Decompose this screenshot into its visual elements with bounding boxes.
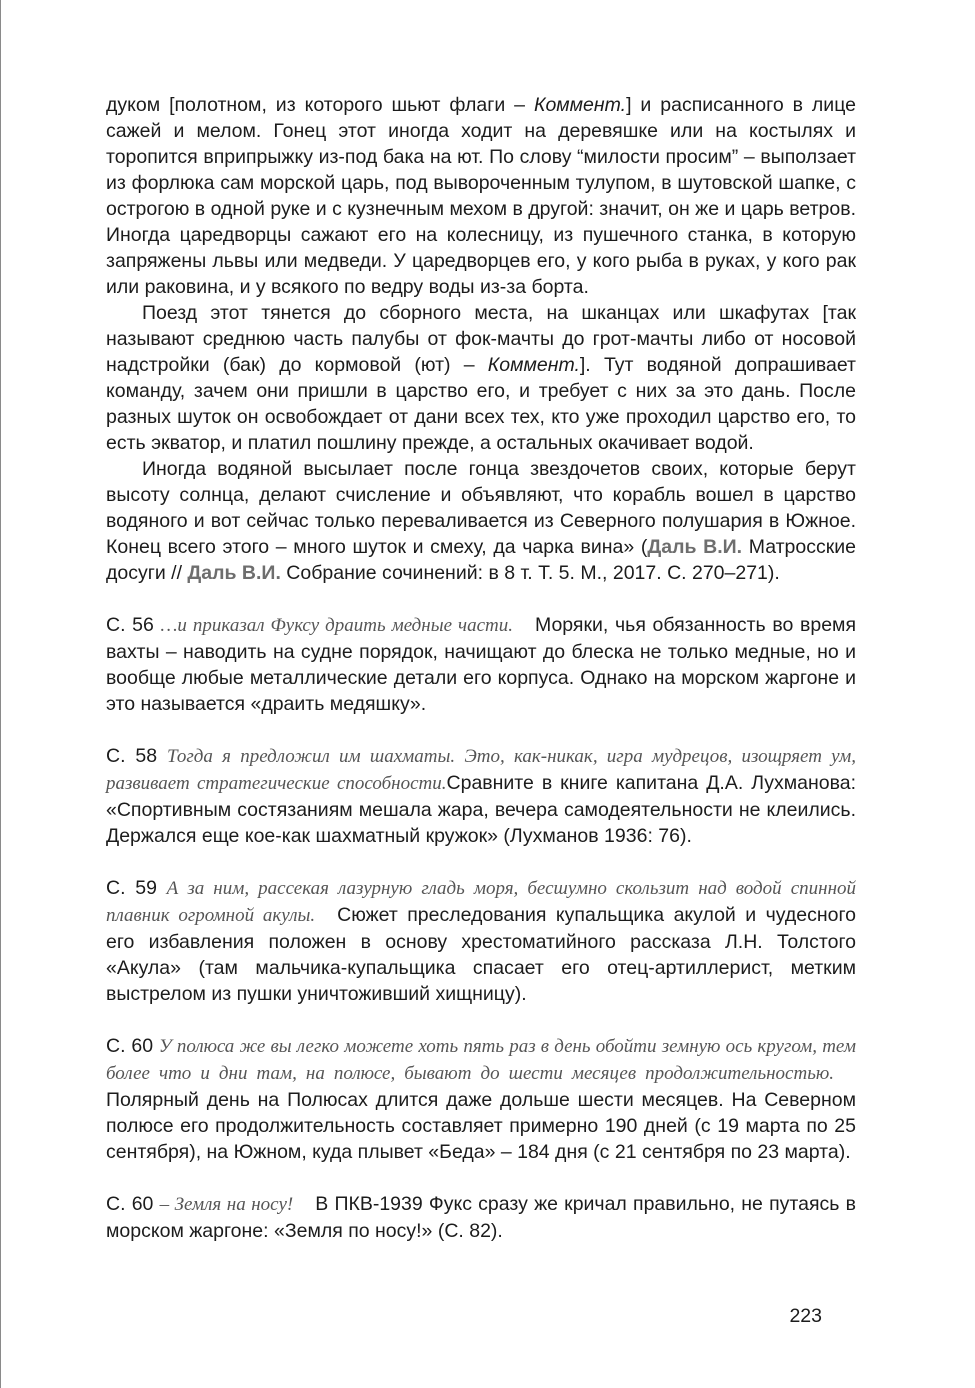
note-quote: У полюса же вы легко можете хоть пять раз в день обойти земную ось кругом, тем более что и дни там, на полюсе, бывают до шести месяцев продолжительностью.	[106, 1036, 857, 1084]
note-p60-land	[106, 1191, 856, 1244]
note-p56	[106, 612, 856, 717]
page-number: 223	[789, 1305, 822, 1327]
note-p60	[106, 1033, 856, 1165]
note-text: В ПКВ-1939 Фукс сразу же кричал правильно, не путаясь в морском жаргоне: «Земля по носу!» (С. 82).	[106, 1193, 856, 1242]
note-quote: Тогда я предложил им шахматы. Это, как-никак, игра мудрецов, изощряет ум, развивает стратегические способности.	[106, 746, 857, 794]
note-label: С. 60	[106, 1193, 154, 1215]
paragraph: дуком [полотном, из которого шьют флаги – Коммент.] и расписанного в лице сажей и мелом. Гонец этот иногда ходит на деревяшке или на костылях и торопится вприпрыжку из-под бака на ют. По слову “милости просим” – выползает из форлюка сам морской царь, под вывороченным тулупом, в шутовской шапке, с острогою в одной руке и с кузнечным мехом в другой: значит, он же и царь ветров. Иногда царедворцы сажают его на колесницу, из пушечного станка, в которую запряжены львы или медведи. У царедворцев его, у кого рыба в руках, у кого рак или раковина, и у всякого по ведру воды из-за борта.	[106, 94, 856, 298]
note-text: Сюжет преследования купальщика акулой и чудесного его избавления положен в основу хрестоматийного рассказа Л.Н. Толстого «Акула» (там мальчика-купальщика спасает его отец-артиллерист, метким выстрелом из пушки уничтоживший хищницу).	[106, 904, 857, 1005]
note-p58	[106, 743, 856, 849]
note-quote: – Земля на носу!	[159, 1194, 294, 1215]
author-reference: Даль В.И.	[647, 536, 743, 558]
page-body	[106, 92, 856, 1244]
author-reference: Даль В.И.	[187, 562, 281, 584]
note-text: Сравните в книге капитана Д.А. Лухманова: «Спортивным состязаниям мешала жара, вечера самодеятельности не клеились. Держался еще кое-как шахматный кружок» (Лухманов 1936: 76).	[106, 772, 856, 847]
note-label: С. 56	[106, 614, 154, 636]
note-text: Полярный день на Полюсах длится даже дольше шести месяцев. На Северном полюсе его продолжительность составляет примерно 190 дней (с 19 марта по 25 сентября), на Южном, куда плывет «Беда» – 184 дня (с 21 сентября по 23 марта).	[106, 1089, 856, 1163]
note-label: С. 59	[106, 877, 157, 899]
paragraph: Поезд этот тянется до сборного места, на шканцах или шкафутах [так называют среднюю часть палубы от фок-мачты до грот-мачты либо от носовой надстройки (бак) до кормовой (ют) – Коммент.]. Тут водяной допрашивает команду, зачем они пришли в царство его, и требует с них за это дань. После разных шуток он освобождает от дани всех тех, кто уже проходил царство его, то есть экватор, и платил пошлину прежде, а остальных окачивает водой.	[106, 302, 856, 454]
comment-marker: Коммент.	[487, 354, 580, 376]
note-p59	[106, 875, 856, 1007]
page-edge	[0, 0, 1, 1388]
paragraph: Иногда водяной высылает после гонца звездочетов своих, которые берут высоту солнца, делают счисление и объявляют, что корабль вошел в царство водяного и вот сейчас только переваливается из Северного полушария в Южное. Конец всего этого – много шуток и смеху, да чарка вина» (Даль В.И. Матросские досуги // Даль В.И. Собрание сочинений: в 8 т. Т. 5. М., 2017. С. 270–271).	[106, 458, 857, 584]
note-label: С. 60	[106, 1035, 154, 1057]
comment-marker: Коммент.	[533, 94, 627, 116]
note-quote: …и приказал Фуксу драить медные части.	[160, 615, 513, 636]
note-quote: А за ним, рассекая лазурную гладь моря, бесшумно скользит над водой спинной плавник огромной акулы.	[106, 878, 856, 926]
note-label: С. 58	[106, 745, 158, 767]
note-text: Моряки, чья обязанность во время вахты – наводить на судне порядок, начищают до блеска не только медные, но и вообще любые металлические детали его корпуса. Однако на морском жаргоне и это называется «драить медяшку».	[106, 614, 857, 715]
